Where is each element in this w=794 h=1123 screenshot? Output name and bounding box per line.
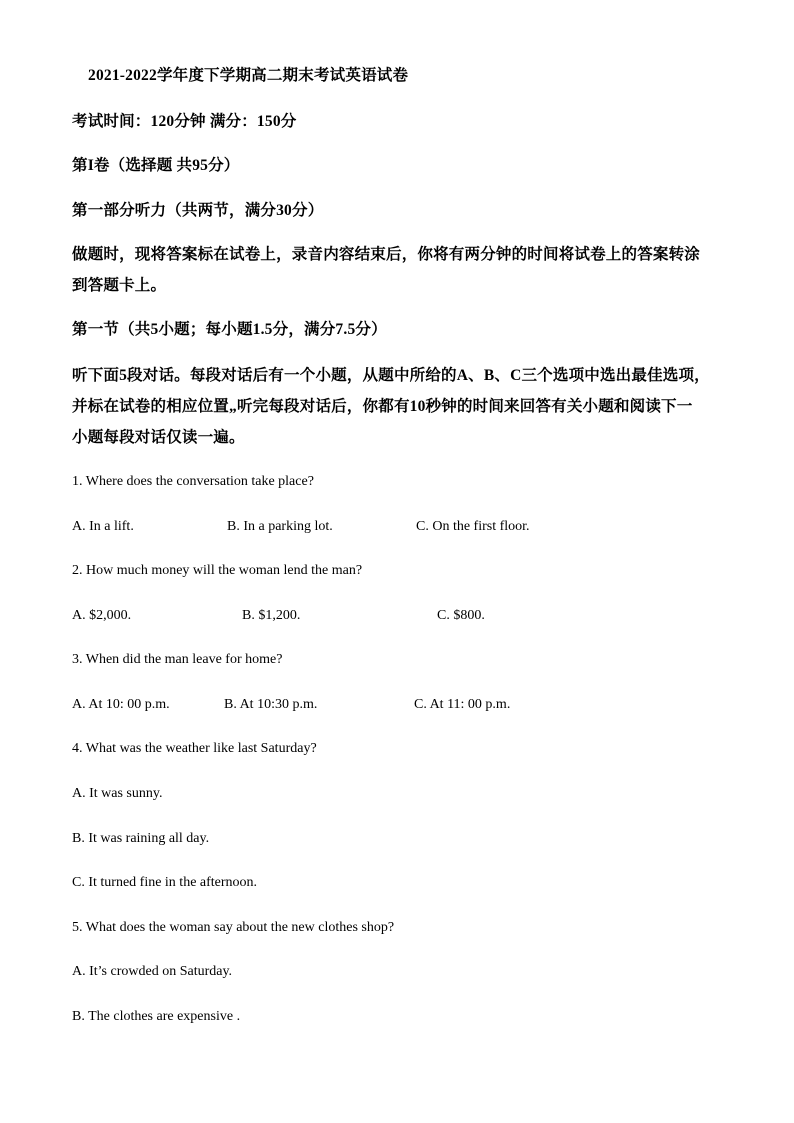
option-c: C. It turned fine in the afternoon. [72,875,258,890]
option-b: B. The clothes are expensive . [72,1009,241,1024]
part1-instruction-line2: 到答题卡上。 [72,277,167,294]
option-b: B. In a parking lot. [227,519,333,534]
option-c: C. On the first floor. [416,519,530,534]
option-a: A. At 10: 00 p.m. [72,697,170,712]
section1-instruction-line1: 听下面5段对话。每段对话后有一个小题，从题中所给的A、B、C三个选项中选出最佳选项， [72,367,710,384]
question-stem: 5. What does the woman say about the new clothes shop? [72,920,395,935]
option-c: C. $800. [437,608,485,623]
option-c: C. At 11: 00 p.m. [414,697,511,712]
question-stem: 2. How much money will the woman lend the man? [72,563,363,578]
question-stem: 4. What was the weather like last Saturday? [72,741,317,756]
section1-heading: 第一节（共5小题；每小题1.5分，满分7.5分） [72,321,387,338]
volume-label: 第I卷（选择题 共95分） [72,157,240,174]
question-stem: 1. Where does the conversation take place? [72,474,314,489]
section1-instruction-line2: 并标在试卷的相应位置„听完每段对话后，你都有10秒钟的时间来回答有关小题和阅读下一 [72,398,693,415]
option-a: A. It was sunny. [72,786,163,801]
option-b: B. It was raining all day. [72,831,210,846]
exam-title: 2021-2022学年度下学期高二期末考试英语试卷 [88,67,409,84]
option-b: B. At 10:30 p.m. [224,697,318,712]
question-stem: 3. When did the man leave for home? [72,652,283,667]
option-a: A. It’s crowded on Saturday. [72,964,233,979]
part1-heading: 第一部分听力（共两节，满分30分） [72,202,324,219]
part1-instruction-line1: 做题时，现将答案标在试卷上，录音内容结束后，你将有两分钟的时间将试卷上的答案转涂 [72,246,701,263]
option-b: B. $1,200. [242,608,301,623]
option-a: A. $2,000. [72,608,132,623]
exam-info: 考试时间：120分钟 满分：150分 [72,113,297,130]
option-a: A. In a lift. [72,519,134,534]
section1-instruction-line3: 小题每段对话仅读一遍。 [72,429,245,446]
